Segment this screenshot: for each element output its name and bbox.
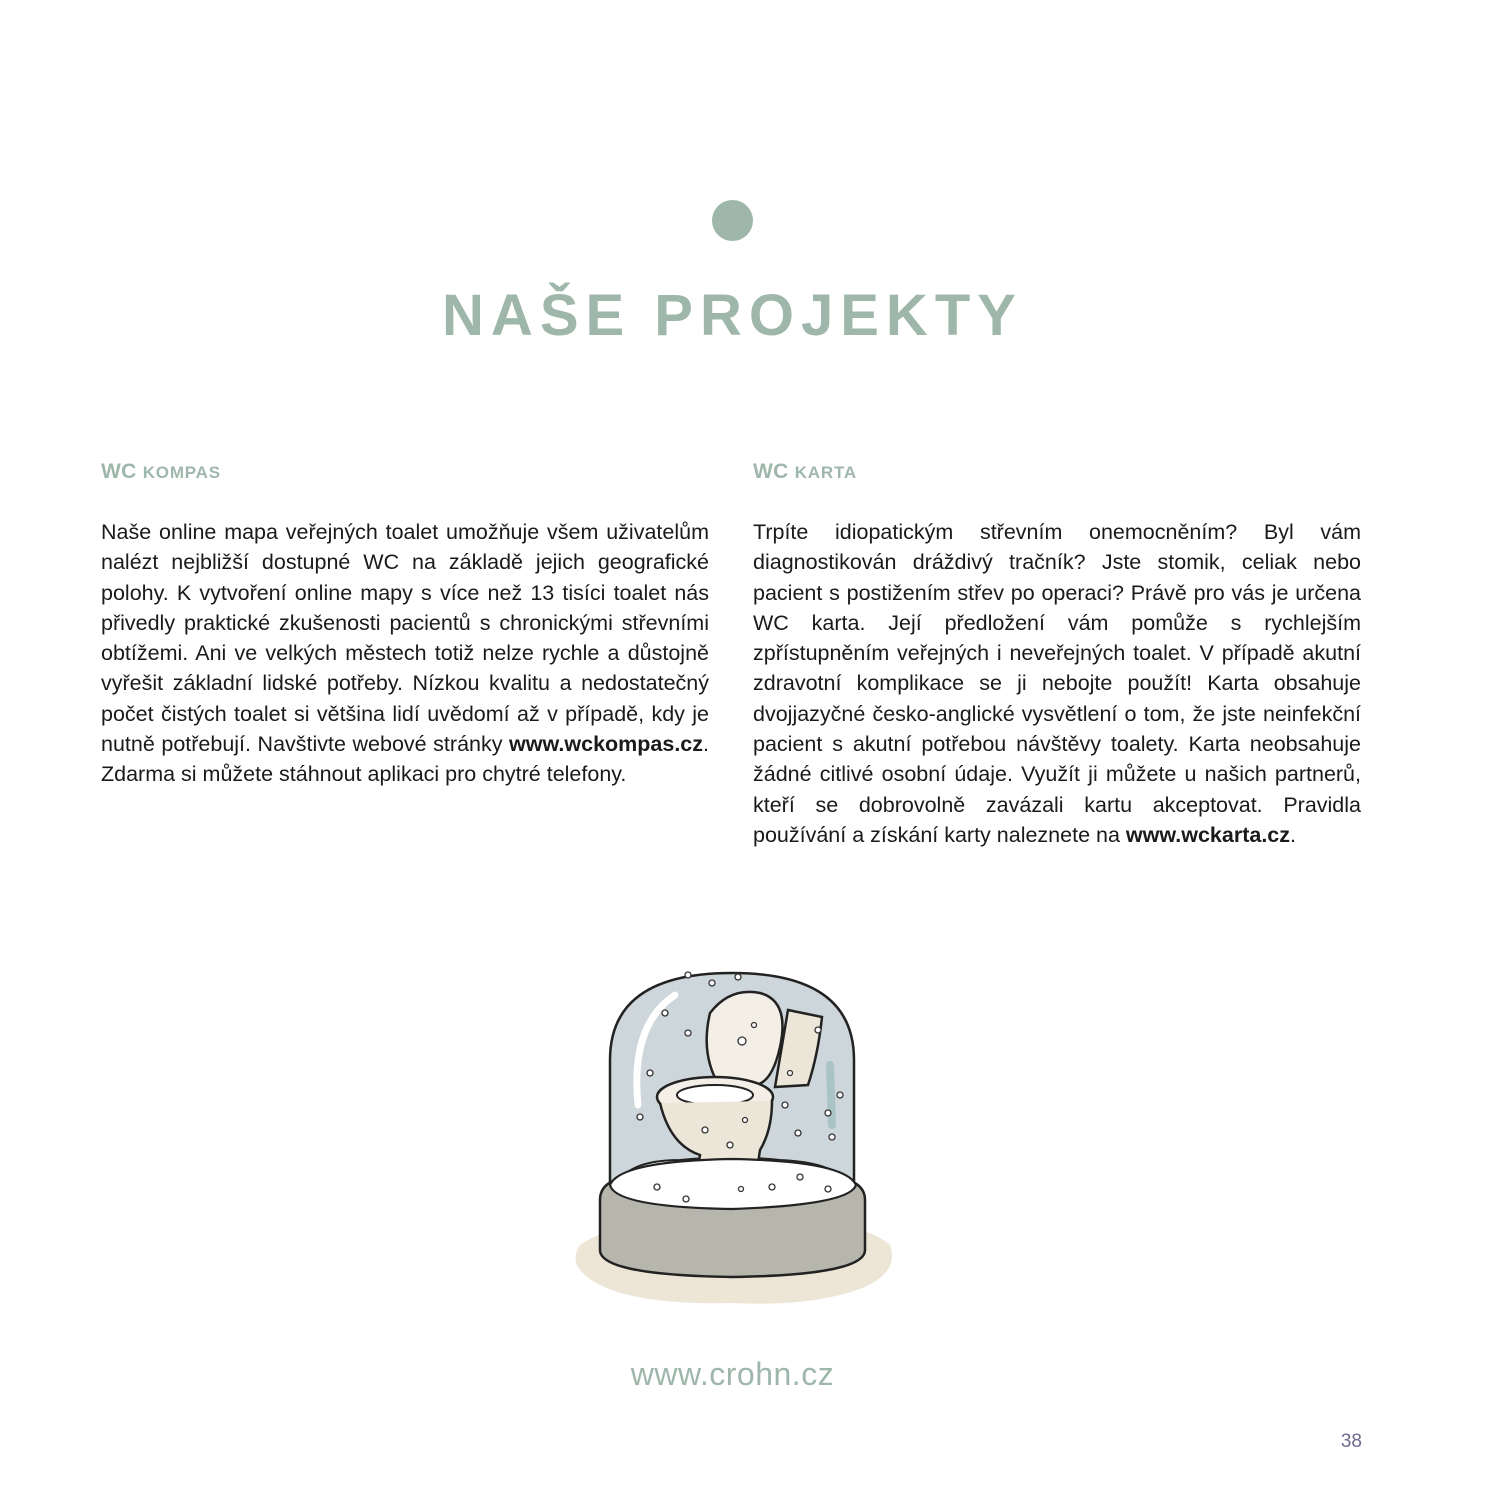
page-title: NAŠE PROJEKTY xyxy=(442,283,1023,348)
page-number: 38 xyxy=(1340,1431,1362,1452)
snow-globe-toilet-illustration xyxy=(560,955,905,1305)
wc-kompas-heading xyxy=(101,460,709,484)
wc-karta-section xyxy=(753,460,1361,850)
wckarta-link[interactable]: www.wckarta.cz xyxy=(1125,822,1290,847)
heading-prefix: WC xyxy=(101,460,137,483)
paragraph-text-end: . xyxy=(1290,822,1296,847)
decorative-dot xyxy=(712,200,753,241)
wc-kompas-section xyxy=(101,460,709,790)
paragraph-text: Naše online mapa veřejných toalet umožňuje všem uživatelům nalézt nejbližší dostupné WC na základě jejich geografické polohy. K vytvoření online mapy s více než 13 tisíci toalet nás přivedly praktické zkušenosti pacientů s chronickými střevními obtížemi. Ani ve velkých městech totiž nelze rychle a důstojně vyřešit základní lidské potřeby. Nízkou kvalitu a nedostatečný počet čistých toalet si většina lidí uvědomí až v případě, kdy je nutně potřebují. Navštivte webové stránky xyxy=(101,520,709,757)
heading-word: KARTA xyxy=(794,463,857,482)
wc-kompas-paragraph xyxy=(101,517,709,790)
paragraph-text-end: . Zdarma si můžete stáhnout aplikaci pro chytré telefony. xyxy=(101,732,709,787)
paragraph-text: Trpíte idiopatickým střevním onemocněním? Byl vám diagnostikován dráždivý tračník? Jste stomik, celiak nebo pacient s postižením střev po operaci? Právě pro vás je určena WC karta. Její předložení vám pomůže s rychlejším zpřístupněním veřejných i neveřejných toalet. V případě akutní zdravotní komplikace se ji nebojte použít! Karta obsahuje dvojjazyčné česko-anglické vysvětlení o tom, že jste neinfekční pacient s akutní potřebou návštěvy toalety. Karta neobsahuje žádné citlivé osobní údaje. Využít ji můžete u našich partnerů, kteří se dobrovolně zavázali kartu akceptovat. Pravidla používání a získání karty naleznete na xyxy=(753,520,1361,847)
wc-karta-heading xyxy=(753,460,1361,484)
wckompas-link[interactable]: www.wckompas.cz xyxy=(509,732,704,757)
wc-karta-paragraph xyxy=(753,517,1361,850)
footer-website-link[interactable]: www.crohn.cz xyxy=(630,1356,835,1392)
heading-prefix: WC xyxy=(753,460,789,483)
heading-word: KOMPAS xyxy=(142,463,221,482)
